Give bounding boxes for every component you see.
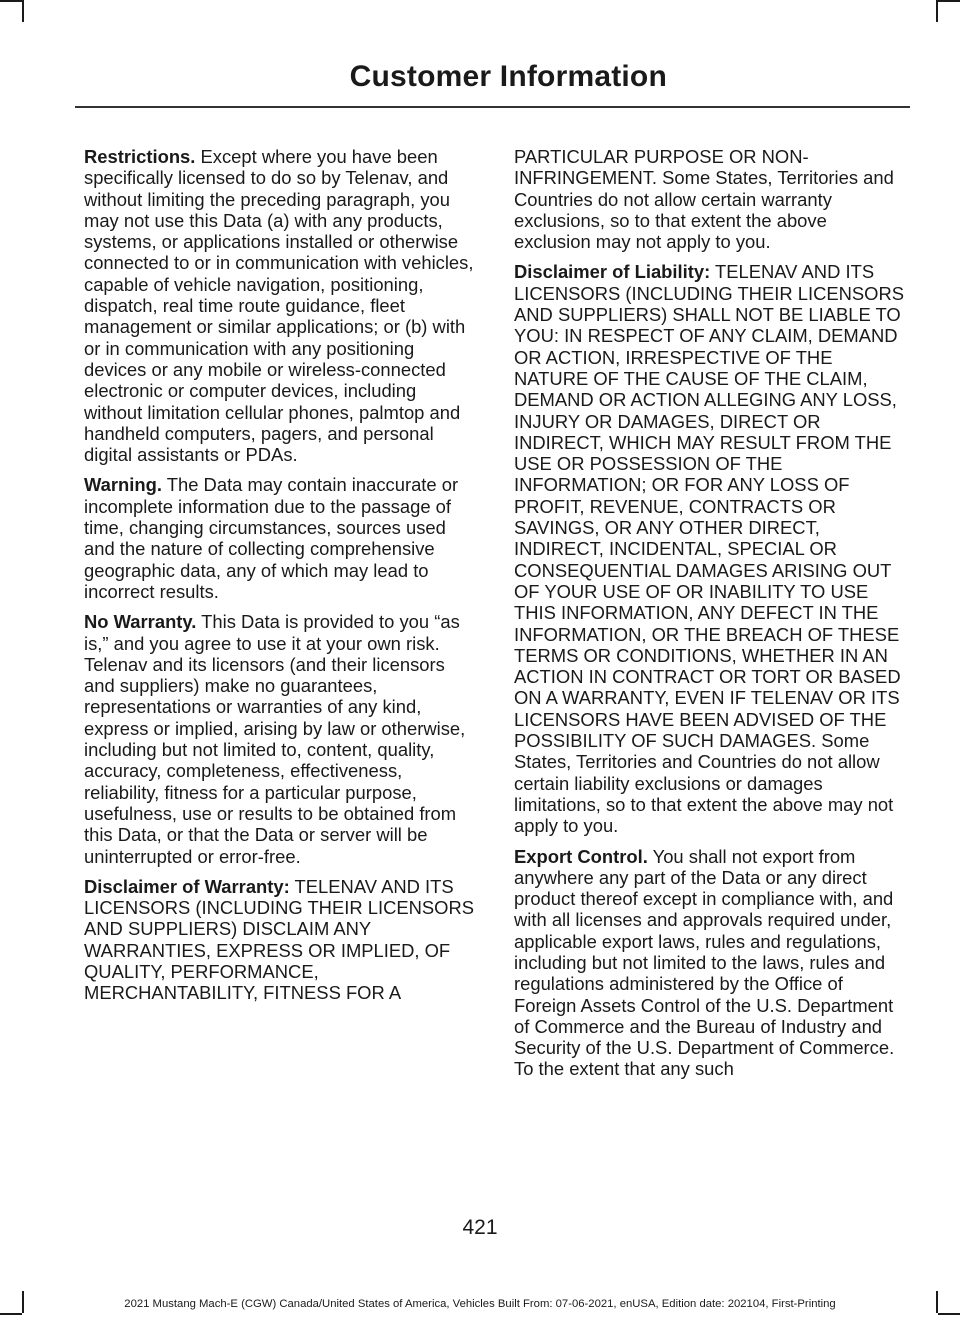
paragraph-body: PARTICULAR PURPOSE OR NON-INFRINGEMENT. Some States, Territories and Countries do not allow certain warranty exclusions, so to that extent the above exclusion may not apply to you.: [514, 146, 894, 253]
crop-mark-top-right: [938, 0, 960, 2]
crop-mark-top-left: [0, 0, 22, 2]
header-divider: [75, 106, 910, 108]
paragraph-heading: Disclaimer of Liability:: [514, 261, 711, 283]
paragraph-disclaimer-of-liability: [514, 261, 908, 836]
paragraph-heading: Warning.: [84, 474, 162, 496]
paragraph-export-control: [514, 846, 908, 1080]
paragraph-body: The Data may contain inaccurate or incomplete information due to the passage of time, changing circumstances, sources used and the nature of collecting comprehensive geographic data, any of which may lead to incorrect results.: [84, 474, 459, 602]
crop-mark-top-right: [936, 0, 938, 22]
crop-mark-top-left: [22, 0, 24, 22]
page-title: Customer Information: [349, 60, 667, 93]
paragraph-restrictions: [84, 146, 477, 465]
paragraph-body: Except where you have been specifically licensed to do so by Telenav, and without limiting the preceding paragraph, you may not use this Data (a) with any products, systems, or applications installed or otherwise connected to or in communication with vehicles, capable of vehicle navigation, positioning, dispatch, real time route guidance, fleet management or similar applications; or (b) with or in communication with any positioning devices or any mobile or wireless-connected electronic or computer devices, including without limitation cellular phones, palmtop and handheld computers, pagers, and personal digital assistants or PDAs.: [84, 146, 474, 466]
paragraph-heading: Export Control.: [514, 845, 648, 867]
paragraph-disclaimer-of-warranty: [84, 876, 477, 1004]
paragraph-body: This Data is provided to you “as is,” and you agree to use it at your own risk. Telenav and its licensors (and their licensors and suppliers) make no guarantees, representations or warranties of any kind, express or implied, arising by law or otherwise, including but not limited to, content, quality, accuracy, completeness, effectiveness, reliability, fitness for a particular purpose, usefulness, use or results to be obtained from this Data, or that the Data or server will be uninterrupted or error-free.: [84, 611, 466, 867]
paragraph-no-warranty: [84, 611, 477, 867]
paragraph-heading: Restrictions.: [84, 146, 196, 167]
page-number: 421: [462, 1216, 498, 1239]
paragraph-body: TELENAV AND ITS LICENSORS (INCLUDING THEIR LICENSORS AND SUPPLIERS) SHALL NOT BE LIABLE TO YOU: IN RESPECT OF ANY CLAIM, DEMAND OR ACTION, IRRESPECTIVE OF THE NATURE OF THE CAUSE OF THE CLAIM, DEMAND OR ACTION ALLEGING ANY LOSS, INJURY OR DAMAGES, DIRECT OR INDIRECT, WHICH MAY RESULT FROM THE USE OR POSSESSION OF THE INFORMATION; OR FOR ANY LOSS OF PROFIT, REVENUE, CONTRACTS OR SAVINGS, OR ANY OTHER DIRECT, INDIRECT, INCIDENTAL, SPECIAL OR CONSEQUENTIAL DAMAGES ARISING OUT OF YOUR USE OF OR INABILITY TO USE THIS INFORMATION, ANY DEFECT IN THE INFORMATION, OR THE BREACH OF THESE TERMS OR CONDITIONS, WHETHER IN AN ACTION IN CONTRACT OR TORT OR BASED ON A WARRANTY, EVEN IF TELENAV OR ITS LICENSORS HAVE BEEN ADVISED OF THE POSSIBILITY OF SUCH DAMAGES. Some States, Territories and Countries do not allow certain liability exclusions or damages limitations, so to that extent the above may not apply to you.: [514, 261, 905, 837]
paragraph-body: TELENAV AND ITS LICENSORS (INCLUDING THEIR LICENSORS AND SUPPLIERS) DISCLAIM ANY WARRANTIES, EXPRESS OR IMPLIED, OF QUALITY, PERFORMANCE, MERCHANTABILITY, FITNESS FOR A: [84, 875, 475, 1004]
footer-edition-info: 2021 Mustang Mach-E (CGW) Canada/United States of America, Vehicles Built From: 07-06-2021, enUSA, Edition date: 202104, First-Printing: [124, 1298, 836, 1310]
left-column: [84, 146, 477, 1013]
paragraph-heading: No Warranty.: [84, 611, 197, 633]
right-column: [514, 146, 908, 1089]
paragraph-body: You shall not export from anywhere any part of the Data or any direct product thereof except in compliance with, and with all licenses and approvals required under, applicable export laws, rules and regulations, including but not limited to the laws, rules and regulations administered by the Office of Foreign Assets Control of the U.S. Department of Commerce and the Bureau of Industry and Security of the U.S. Department of Commerce. To the extent that any such: [514, 845, 895, 1080]
crop-mark-bottom-left: [0, 1313, 22, 1315]
paragraph-continued: [514, 146, 908, 252]
paragraph-heading: Disclaimer of Warranty:: [84, 875, 290, 897]
paragraph-warning: [84, 474, 477, 602]
crop-mark-bottom-right: [938, 1313, 960, 1315]
